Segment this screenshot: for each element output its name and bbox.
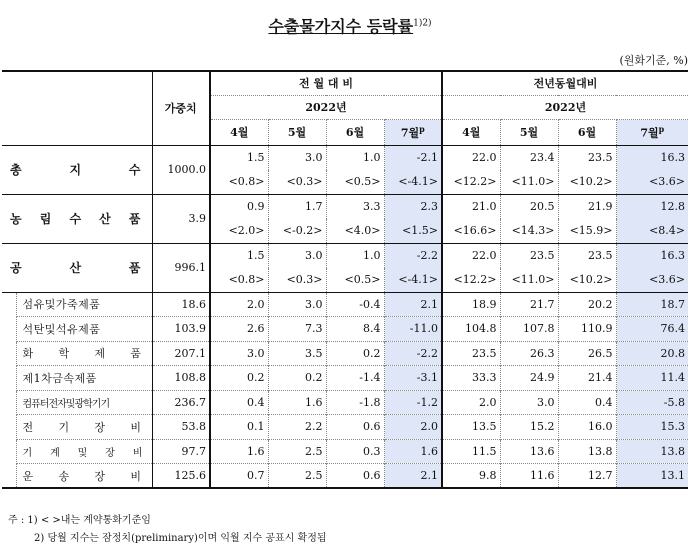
contract-currency-value: <12.2> — [442, 268, 500, 292]
contract-currency-value: <-4.1> — [384, 268, 442, 292]
footnotes — [8, 512, 327, 548]
header-mom: 전 월 대 비 — [210, 71, 442, 95]
header-month: 4월 — [210, 119, 268, 145]
change-value: 21.4 — [558, 366, 616, 391]
change-value: 3.3 — [326, 194, 384, 219]
row-label: 농 림 수 산 품 — [2, 194, 152, 243]
change-value: 2.2 — [268, 415, 326, 440]
change-value: 26.5 — [558, 341, 616, 366]
table-row — [2, 243, 688, 268]
change-value: 0.2 — [326, 341, 384, 366]
contract-currency-value: <3.6> — [616, 268, 688, 292]
change-value: 13.5 — [442, 415, 500, 440]
change-value: 0.4 — [558, 390, 616, 415]
contract-currency-value: <10.2> — [558, 268, 616, 292]
change-value: 11.5 — [442, 439, 500, 464]
contract-currency-value: <2.0> — [210, 219, 268, 243]
change-value: 0.3 — [326, 439, 384, 464]
change-value: 23.5 — [442, 341, 500, 366]
change-value: 2.5 — [268, 439, 326, 464]
change-value: -0.4 — [326, 292, 384, 317]
contract-currency-value: <8.4> — [616, 219, 688, 243]
change-value: 0.1 — [210, 415, 268, 440]
change-value: -2.2 — [384, 243, 442, 268]
change-value: 11.4 — [616, 366, 688, 391]
contract-currency-value: <0.3> — [268, 170, 326, 194]
subrow-label: 컴퓨터전자및광학기기 — [16, 390, 152, 415]
contract-currency-value: <11.0> — [500, 170, 558, 194]
title-footnote-mark: 1)2) — [413, 18, 432, 29]
change-value: 107.8 — [500, 317, 558, 342]
change-value: 0.6 — [326, 464, 384, 489]
unit-label: (원화기준, %) — [619, 54, 688, 67]
weight-value: 103.9 — [152, 317, 210, 342]
indent-spacer — [2, 366, 16, 391]
contract-currency-value: <14.3> — [500, 219, 558, 243]
header-month: 5월 — [500, 119, 558, 145]
subrow-label: 섬유및가죽제품 — [16, 292, 152, 317]
subrow-label: 운 송 장 비 — [16, 464, 152, 489]
contract-currency-value: <0.8> — [210, 170, 268, 194]
change-value: 9.8 — [442, 464, 500, 489]
contract-currency-value: <10.2> — [558, 170, 616, 194]
table-row — [2, 194, 688, 219]
change-value: 3.0 — [268, 145, 326, 170]
change-value: 21.0 — [442, 194, 500, 219]
change-value: 13.6 — [500, 439, 558, 464]
change-value: -5.8 — [616, 390, 688, 415]
header-year-mom: 2022년 — [210, 95, 442, 119]
header-corner — [2, 71, 152, 145]
contract-currency-value: <1.5> — [384, 219, 442, 243]
header-yoy: 전년동월대비 — [442, 71, 688, 95]
indent-spacer — [2, 415, 16, 440]
contract-currency-value: <12.2> — [442, 170, 500, 194]
change-value: 23.5 — [558, 243, 616, 268]
export-price-table — [2, 70, 688, 489]
change-value: 11.6 — [500, 464, 558, 489]
table-row — [2, 292, 688, 317]
change-value: 13.1 — [616, 464, 688, 489]
change-value: 0.7 — [210, 464, 268, 489]
change-value: 3.0 — [268, 243, 326, 268]
contract-currency-value: <3.6> — [616, 170, 688, 194]
table-row — [2, 464, 688, 489]
change-value: 0.4 — [210, 390, 268, 415]
indent-spacer — [2, 464, 16, 489]
change-value: 1.0 — [326, 145, 384, 170]
weight-value: 3.9 — [152, 194, 210, 243]
change-value: 76.4 — [616, 317, 688, 342]
change-value: 1.6 — [210, 439, 268, 464]
weight-value: 125.6 — [152, 464, 210, 489]
change-value: -2.1 — [384, 145, 442, 170]
indent-spacer — [2, 341, 16, 366]
weight-value: 996.1 — [152, 243, 210, 292]
change-value: 18.9 — [442, 292, 500, 317]
indent-spacer — [2, 390, 16, 415]
change-value: 26.3 — [500, 341, 558, 366]
change-value: 23.5 — [500, 243, 558, 268]
weight-value: 1000.0 — [152, 145, 210, 194]
header-month: 4월 — [442, 119, 500, 145]
indent-spacer — [2, 292, 16, 317]
change-value: 8.4 — [326, 317, 384, 342]
change-value: 0.6 — [326, 415, 384, 440]
change-value: 104.8 — [442, 317, 500, 342]
weight-value: 108.8 — [152, 366, 210, 391]
subrow-label: 석탄및석유제품 — [16, 317, 152, 342]
change-value: 3.0 — [210, 341, 268, 366]
contract-currency-value: <0.3> — [268, 268, 326, 292]
table-row — [2, 366, 688, 391]
change-value: 13.8 — [558, 439, 616, 464]
contract-currency-value: <0.5> — [326, 268, 384, 292]
table-row — [2, 145, 688, 170]
contract-currency-value: <16.6> — [442, 219, 500, 243]
table-row — [2, 439, 688, 464]
change-value: 1.7 — [268, 194, 326, 219]
change-value: -1.8 — [326, 390, 384, 415]
weight-value: 97.7 — [152, 439, 210, 464]
change-value: 12.7 — [558, 464, 616, 489]
weight-value: 236.7 — [152, 390, 210, 415]
change-value: 22.0 — [442, 145, 500, 170]
change-value: 16.3 — [616, 145, 688, 170]
header-year-yoy: 2022년 — [442, 95, 688, 119]
change-value: 1.5 — [210, 145, 268, 170]
change-value: 15.2 — [500, 415, 558, 440]
change-value: 15.3 — [616, 415, 688, 440]
header-month-preliminary: 7월$^p$ — [384, 119, 442, 145]
change-value: 1.0 — [326, 243, 384, 268]
contract-currency-value: <4.0> — [326, 219, 384, 243]
table-row — [2, 415, 688, 440]
change-value: 3.5 — [268, 341, 326, 366]
change-value: 23.5 — [558, 145, 616, 170]
change-value: 22.0 — [442, 243, 500, 268]
change-value: 0.2 — [268, 366, 326, 391]
header-weight: 가중치 — [152, 71, 210, 145]
change-value: 20.8 — [616, 341, 688, 366]
change-value: 2.1 — [384, 464, 442, 489]
change-value: 20.2 — [558, 292, 616, 317]
change-value: 2.0 — [384, 415, 442, 440]
change-value: -2.2 — [384, 341, 442, 366]
contract-currency-value: <15.9> — [558, 219, 616, 243]
change-value: 1.5 — [210, 243, 268, 268]
row-label: 총 지 수 — [2, 145, 152, 194]
change-value: 20.5 — [500, 194, 558, 219]
change-value: -1.4 — [326, 366, 384, 391]
change-value: 2.6 — [210, 317, 268, 342]
change-value: 2.0 — [210, 292, 268, 317]
change-value: 21.7 — [500, 292, 558, 317]
change-value: 2.5 — [268, 464, 326, 489]
change-value: 18.7 — [616, 292, 688, 317]
contract-currency-value: <0.5> — [326, 170, 384, 194]
title-text: 수출물가지수 등락률 — [268, 17, 414, 36]
change-value: 3.0 — [500, 390, 558, 415]
subrow-label: 기 계 및 장 비 — [16, 439, 152, 464]
change-value: 1.6 — [384, 439, 442, 464]
change-value: 21.9 — [558, 194, 616, 219]
change-value: 3.0 — [268, 292, 326, 317]
change-value: 2.3 — [384, 194, 442, 219]
change-value: -1.2 — [384, 390, 442, 415]
contract-currency-value: <-4.1> — [384, 170, 442, 194]
change-value: 1.6 — [268, 390, 326, 415]
change-value: 16.3 — [616, 243, 688, 268]
change-value: 33.3 — [442, 366, 500, 391]
contract-currency-value: <-0.2> — [268, 219, 326, 243]
indent-spacer — [2, 317, 16, 342]
header-month-preliminary: 7월$^p$ — [616, 119, 688, 145]
change-value: -11.0 — [384, 317, 442, 342]
contract-currency-value: <11.0> — [500, 268, 558, 292]
table-row — [2, 390, 688, 415]
weight-value: 207.1 — [152, 341, 210, 366]
change-value: -3.1 — [384, 366, 442, 391]
change-value: 2.1 — [384, 292, 442, 317]
indent-spacer — [2, 439, 16, 464]
row-label: 공 산 품 — [2, 243, 152, 292]
weight-value: 18.6 — [152, 292, 210, 317]
table-row — [2, 317, 688, 342]
change-value: 110.9 — [558, 317, 616, 342]
change-value: 24.9 — [500, 366, 558, 391]
change-value: 16.0 — [558, 415, 616, 440]
change-value: 7.3 — [268, 317, 326, 342]
subrow-label: 화 학 제 품 — [16, 341, 152, 366]
change-value: 23.4 — [500, 145, 558, 170]
footnote: 2) 당월 지수는 잠정치(preliminary)이며 익월 지수 공표시 확정됨 — [34, 533, 327, 544]
contract-currency-value: <0.8> — [210, 268, 268, 292]
change-value: 0.2 — [210, 366, 268, 391]
table-row — [2, 341, 688, 366]
page-title — [0, 14, 700, 37]
header-month: 5월 — [268, 119, 326, 145]
header-month: 6월 — [326, 119, 384, 145]
subrow-label: 전 기 장 비 — [16, 415, 152, 440]
footnote: 주 : 1) < >내는 계약통화기준임 — [8, 515, 151, 526]
subrow-label: 제1차금속제품 — [16, 366, 152, 391]
change-value: 0.9 — [210, 194, 268, 219]
change-value: 2.0 — [442, 390, 500, 415]
change-value: 12.8 — [616, 194, 688, 219]
header-month: 6월 — [558, 119, 616, 145]
weight-value: 53.8 — [152, 415, 210, 440]
change-value: 13.8 — [616, 439, 688, 464]
